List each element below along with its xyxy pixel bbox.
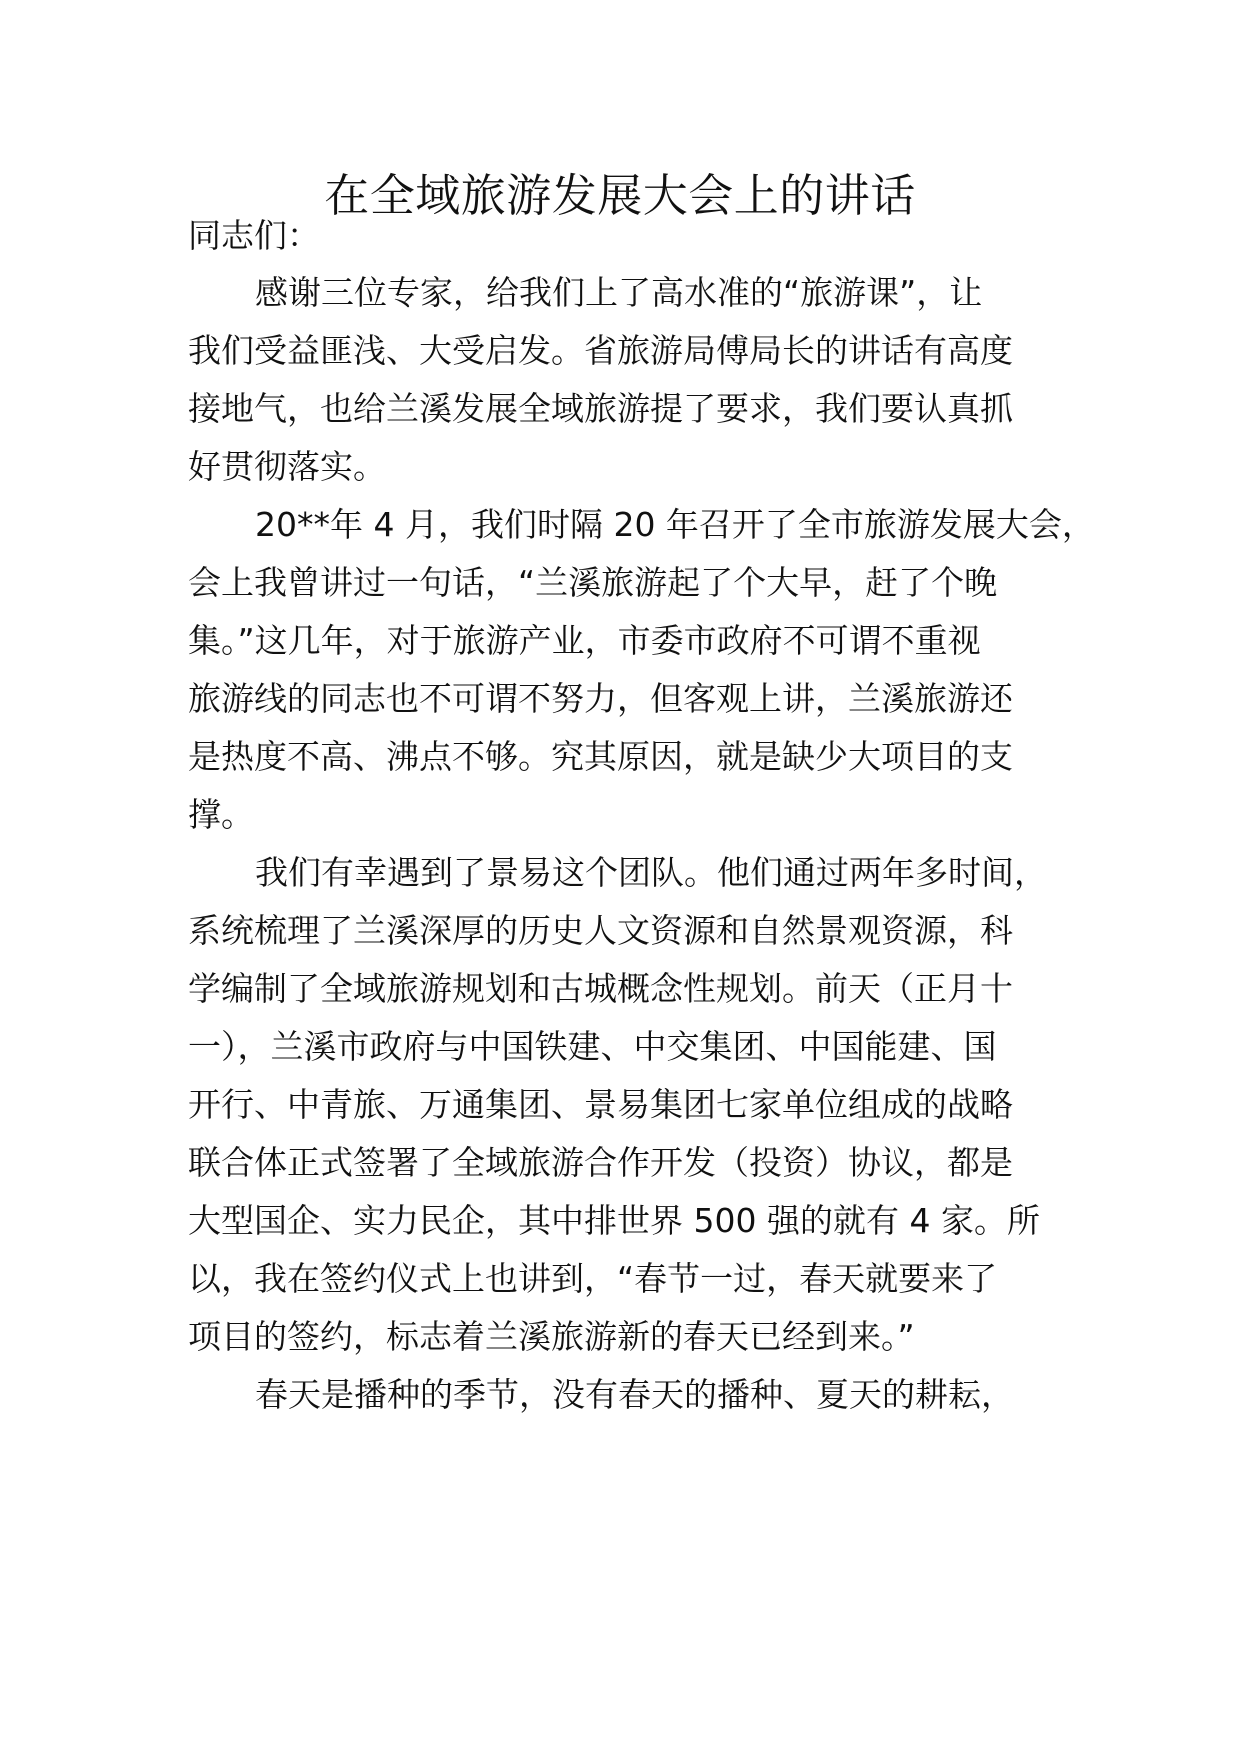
salutation: 同志们：	[188, 216, 320, 255]
paragraph-1-line-1: 感谢三位专家，给我们上了高水准的“旅游课”，让	[255, 273, 983, 312]
paragraph-3-line-9: 项目的签约，标志着兰溪旅游新的春天已经到来。”	[188, 1317, 915, 1356]
paragraph-3-line-1: 我们有幸遇到了景易这个团队。他们通过两年多时间，	[255, 853, 1047, 892]
paragraph-3-line-2: 系统梳理了兰溪深厚的历史人文资源和自然景观资源，科	[188, 911, 1013, 950]
document-title: 在全域旅游发展大会上的讲话	[324, 169, 916, 222]
paragraph-1-line-2: 我们受益匪浅、大受启发。省旅游局傅局长的讲话有高度	[188, 331, 1013, 370]
paragraph-2-line-5: 是热度不高、沸点不够。究其原因，就是缺少大项目的支	[188, 737, 1013, 776]
paragraph-3-line-8: 以，我在签约仪式上也讲到，“春节一过，春天就要来了	[188, 1259, 998, 1298]
paragraph-3-line-5: 开行、中青旅、万通集团、景易集团七家单位组成的战略	[188, 1085, 1013, 1124]
paragraph-2-line-2: 会上我曾讲过一句话，“兰溪旅游起了个大早，赶了个晚	[188, 563, 998, 602]
paragraph-2-line-1: 20**年 4 月，我们时隔 20 年召开了全市旅游发展大会，	[255, 505, 1095, 544]
paragraph-1-line-3: 接地气，也给兰溪发展全域旅游提了要求，我们要认真抓	[188, 389, 1013, 428]
paragraph-2-line-4: 旅游线的同志也不可谓不努力，但客观上讲，兰溪旅游还	[188, 679, 1013, 718]
paragraph-3-line-4: 一），兰溪市政府与中国铁建、中交集团、中国能建、国	[188, 1027, 997, 1066]
paragraph-2-line-6: 撑。	[188, 795, 254, 834]
paragraph-3-line-6: 联合体正式签署了全域旅游合作开发（投资）协议，都是	[188, 1143, 1013, 1182]
paragraph-3-line-3: 学编制了全域旅游规划和古城概念性规划。前天（正月十	[188, 969, 1013, 1008]
paragraph-1-line-4: 好贯彻落实。	[188, 447, 386, 486]
paragraph-3-line-7: 大型国企、实力民企，其中排世界 500 强的就有 4 家。所	[188, 1201, 1040, 1240]
paragraph-2-line-3: 集。”这几年，对于旅游产业，市委市政府不可谓不重视	[188, 621, 981, 660]
paragraph-4-line-1: 春天是播种的季节，没有春天的播种、夏天的耕耘，	[255, 1375, 1014, 1414]
